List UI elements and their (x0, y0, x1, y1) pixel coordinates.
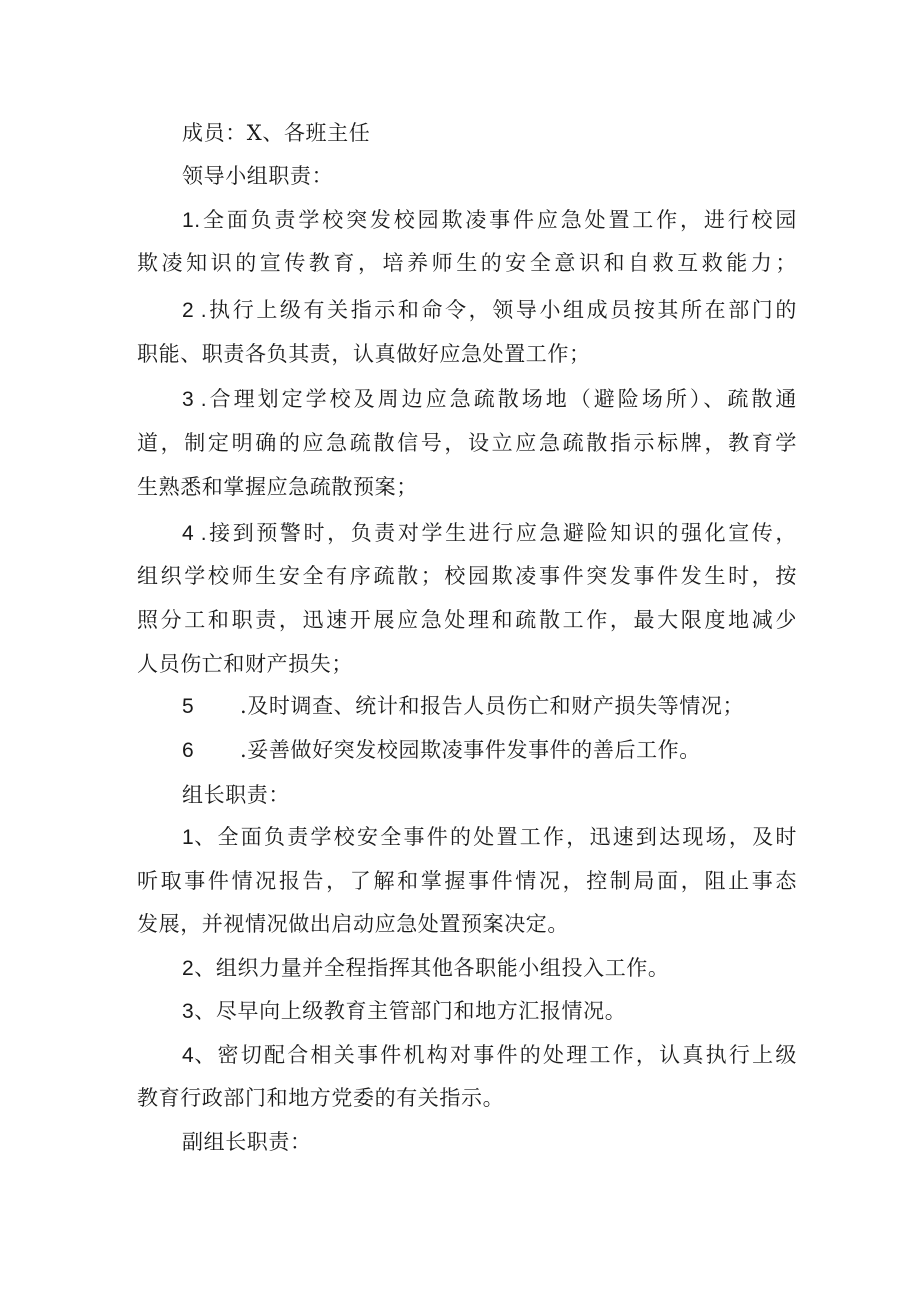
leader-duty-3-line-1 (182, 996, 797, 1027)
leader-duty-2-text-1: 组织力量并全程指挥其他各职能小组投入工作。 (215, 956, 670, 980)
leader-heading: 组长职责： (182, 783, 290, 807)
leader-duty-4-line-1 (182, 1040, 797, 1071)
leader-duty-1-text-1: 全面负责学校安全事件的处置工作，迅速到达现场，及时 (215, 825, 797, 849)
members-line: 成员：X、各班主任 (182, 121, 371, 145)
group-duty-4-line-1 (182, 518, 797, 549)
group-duty-4-line-2: 组织学校师生安全有序疏散；校园欺凌事件突发事件发生时，按 (137, 564, 797, 588)
group-duty-5-number: 5 (182, 695, 195, 718)
leader-duty-4-line-2: 教育行政部门和地方党委的有关指示。 (137, 1086, 505, 1110)
group-duty-4-text-1: 接到预警时，负责对学生进行应急避险知识的强化宣传， (207, 521, 797, 545)
group-duty-6-line-1 (182, 735, 797, 766)
group-duty-4-line-4: 人员伤亡和财产损失； (137, 652, 353, 676)
leader-duty-2-line-1 (182, 953, 797, 984)
group-duty-3-text-1: 合理划定学校及周边应急疏散场地（避险场所）、疏散通 (207, 387, 797, 411)
group-duty-5-line-1 (182, 691, 797, 722)
deputy-heading: 副组长职责： (182, 1130, 312, 1154)
leader-duty-1-line-3: 发展，并视情况做出启动应急处置预案决定。 (137, 912, 569, 936)
group-duty-2-number: 2 . (182, 299, 208, 322)
group-duty-2-line-1 (182, 295, 797, 326)
group-duty-3-number: 3 . (182, 388, 208, 411)
group-duty-3-line-2: 道，制定明确的应急疏散信号，设立应急疏散指示标牌，教育学 (137, 431, 797, 455)
leader-group-heading: 领导小组职责： (182, 164, 334, 188)
group-duty-1-number: 1. (182, 209, 201, 232)
leader-duty-4-text-1: 密切配合相关事件机构对事件的处理工作，认真执行上级 (215, 1043, 797, 1067)
group-duty-1-text-1: 全面负责学校突发校园欺凌事件应急处置工作，进行校园 (200, 208, 797, 232)
leader-duty-1-number: 1、 (182, 826, 216, 849)
group-duty-3-line-1 (182, 384, 797, 415)
group-duty-4-number: 4 . (182, 522, 208, 545)
leader-duty-3-number: 3、 (182, 1000, 216, 1023)
group-duty-2-text-1: 执行上级有关指示和命令，领导小组成员按其所在部门的 (207, 298, 797, 322)
group-duty-6-text-1: .妥善做好突发校园欺凌事件发事件的善后工作。 (240, 738, 701, 762)
group-duty-3-line-3: 生熟悉和掌握应急疏散预案； (137, 475, 418, 499)
leader-duty-1-line-1 (182, 822, 797, 853)
group-duty-6-number: 6 (182, 739, 195, 762)
leader-duty-1-line-2: 听取事件情况报告，了解和掌握事件情况，控制局面，阻止事态 (137, 869, 797, 893)
group-duty-4-line-3: 照分工和职责，迅速开展应急处理和疏散工作，最大限度地减少 (137, 608, 797, 632)
group-duty-1-line-2: 欺凌知识的宣传教育，培养师生的安全意识和自救互救能力； (137, 251, 797, 275)
leader-duty-2-number: 2、 (182, 957, 216, 980)
group-duty-5-text-1: .及时调查、统计和报告人员伤亡和财产损失等情况； (240, 694, 745, 718)
leader-duty-3-text-1: 尽早向上级教育主管部门和地方汇报情况。 (215, 999, 627, 1023)
leader-duty-4-number: 4、 (182, 1044, 216, 1067)
group-duty-2-line-2: 职能、职责各负其责，认真做好应急处置工作； (137, 342, 591, 366)
group-duty-1-line-1 (182, 205, 797, 236)
